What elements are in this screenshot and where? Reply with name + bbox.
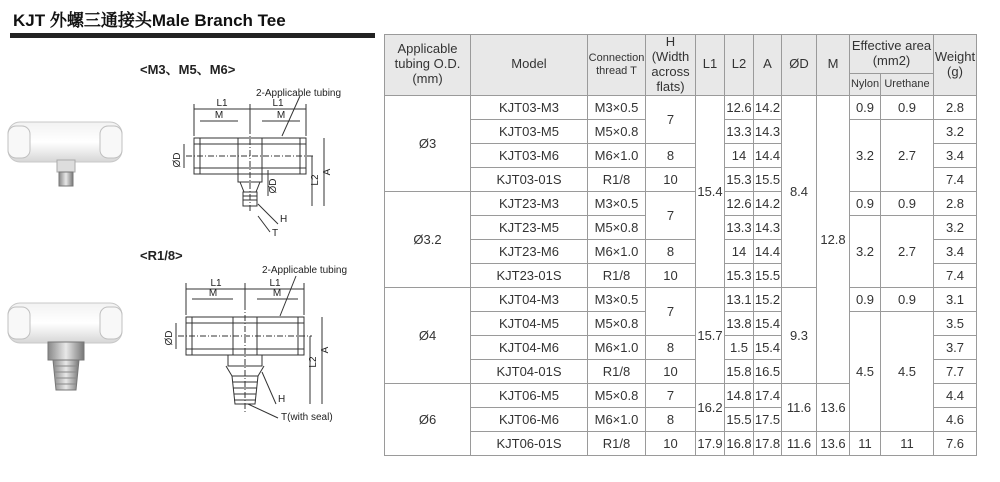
cell-l1: 15.4	[696, 95, 725, 287]
dim-l1-right: L1	[272, 98, 284, 109]
cell-a: 14.4	[754, 239, 782, 263]
header-l1: L1	[696, 35, 725, 96]
cell-urethane: 2.7	[881, 215, 934, 287]
fitting-photo-1	[8, 122, 122, 186]
cell-tubing: Ø4	[385, 287, 471, 383]
technical-diagrams	[0, 0, 384, 482]
cell-weight: 4.6	[934, 407, 977, 431]
cell-thread: M6×1.0	[588, 143, 646, 167]
cell-m: 13.6	[817, 383, 850, 431]
cell-weight: 3.4	[934, 143, 977, 167]
cell-urethane: 0.9	[881, 95, 934, 119]
cell-h: 8	[646, 239, 696, 263]
dim-m-right: M	[276, 110, 286, 121]
cell-l2: 14	[725, 239, 754, 263]
cell-weight: 3.2	[934, 119, 977, 143]
dim-t-2: T(with seal)	[281, 412, 333, 423]
cell-d: 11.6	[782, 431, 817, 455]
cell-l2: 12.6	[725, 95, 754, 119]
cell-model: KJT06-M5	[471, 383, 588, 407]
table-row	[385, 431, 977, 455]
cell-l2: 16.8	[725, 431, 754, 455]
cell-weight: 3.2	[934, 215, 977, 239]
cell-a: 15.4	[754, 335, 782, 359]
section-label-r-thread: <R1/8>	[140, 248, 183, 263]
cell-thread: R1/8	[588, 359, 646, 383]
cell-model: KJT03-M5	[471, 119, 588, 143]
cell-model: KJT04-01S	[471, 359, 588, 383]
cell-l2: 15.3	[725, 167, 754, 191]
cell-l2: 15.3	[725, 263, 754, 287]
cell-nylon: 3.2	[850, 215, 881, 287]
cell-tubing: Ø3.2	[385, 191, 471, 287]
cell-a: 14.4	[754, 143, 782, 167]
cell-h: 7	[646, 287, 696, 335]
cell-urethane: 11	[881, 431, 934, 455]
cell-thread: R1/8	[588, 263, 646, 287]
cell-weight: 7.4	[934, 263, 977, 287]
cell-l2: 14.8	[725, 383, 754, 407]
cell-d: 11.6	[782, 383, 817, 431]
cell-nylon: 0.9	[850, 191, 881, 215]
table-row	[385, 191, 977, 215]
dim-m-left: M	[214, 110, 224, 121]
header-weight: Weight (g)	[934, 35, 977, 96]
cell-thread: M5×0.8	[588, 215, 646, 239]
cell-model: KJT23-M6	[471, 239, 588, 263]
cell-l2: 13.3	[725, 215, 754, 239]
cell-h: 10	[646, 263, 696, 287]
cell-urethane: 4.5	[881, 311, 934, 431]
cell-urethane: 0.9	[881, 191, 934, 215]
cell-a: 16.5	[754, 359, 782, 383]
dim-l2-1: L2	[310, 174, 321, 186]
cell-d: 8.4	[782, 95, 817, 287]
dim-t-1: T	[272, 228, 279, 239]
cell-l2: 14	[725, 143, 754, 167]
cell-m: 13.6	[817, 431, 850, 455]
cell-l1: 16.2	[696, 383, 725, 431]
cell-m: 12.8	[817, 95, 850, 383]
cell-thread: M3×0.5	[588, 191, 646, 215]
dim-m-right-2: M	[272, 288, 282, 299]
cell-weight: 7.7	[934, 359, 977, 383]
header-effective-area: Effective area (mm2)	[850, 35, 934, 74]
cell-h: 10	[646, 167, 696, 191]
cell-l2: 15.5	[725, 407, 754, 431]
cell-thread: M5×0.8	[588, 311, 646, 335]
cell-a: 17.4	[754, 383, 782, 407]
table-row	[385, 287, 977, 311]
cell-l2: 13.8	[725, 311, 754, 335]
dim-d-left-1: ØD	[172, 152, 183, 168]
cell-a: 15.5	[754, 263, 782, 287]
dim-d-bottom-1: ØD	[268, 178, 279, 194]
cell-nylon: 0.9	[850, 287, 881, 311]
cell-model: KJT06-01S	[471, 431, 588, 455]
cell-weight: 7.6	[934, 431, 977, 455]
cell-a: 14.3	[754, 215, 782, 239]
header-width: H (Width across flats)	[646, 35, 696, 96]
cell-a: 14.3	[754, 119, 782, 143]
header-urethane: Urethane	[881, 74, 934, 95]
cell-l2: 13.3	[725, 119, 754, 143]
cell-nylon: 4.5	[850, 311, 881, 431]
dim-a-2: A	[320, 346, 331, 354]
cell-a: 17.5	[754, 407, 782, 431]
header-l2: L2	[725, 35, 754, 96]
tubing-label-2: 2-Applicable tubing	[262, 265, 348, 276]
cell-model: KJT03-M3	[471, 95, 588, 119]
cell-h: 7	[646, 95, 696, 143]
cell-tubing: Ø3	[385, 95, 471, 191]
cell-a: 17.8	[754, 431, 782, 455]
dim-l1-right-2: L1	[269, 278, 281, 289]
cell-weight: 4.4	[934, 383, 977, 407]
header-a: A	[754, 35, 782, 96]
cell-weight: 3.4	[934, 239, 977, 263]
cell-model: KJT23-01S	[471, 263, 588, 287]
cell-weight: 2.8	[934, 191, 977, 215]
cell-model: KJT03-01S	[471, 167, 588, 191]
header-tubing: Applicable tubing O.D. (mm)	[385, 35, 471, 96]
cell-l1: 15.7	[696, 287, 725, 383]
cell-weight: 7.4	[934, 167, 977, 191]
cell-thread: M3×0.5	[588, 95, 646, 119]
cell-thread: M5×0.8	[588, 383, 646, 407]
table-row	[385, 95, 977, 119]
dim-h-2: H	[278, 394, 286, 405]
cell-l2: 1.5	[725, 335, 754, 359]
cell-thread: R1/8	[588, 167, 646, 191]
section-label-m-threads: <M3、M5、M6>	[140, 62, 236, 77]
cell-a: 15.4	[754, 311, 782, 335]
cell-thread: M3×0.5	[588, 287, 646, 311]
cell-urethane: 2.7	[881, 119, 934, 191]
cell-urethane: 0.9	[881, 287, 934, 311]
drawing-r-thread	[176, 276, 322, 418]
fitting-photo-2	[8, 303, 122, 390]
header-nylon: Nylon	[850, 74, 881, 95]
cell-thread: M6×1.0	[588, 239, 646, 263]
dim-a-1: A	[322, 168, 333, 176]
cell-thread: M5×0.8	[588, 119, 646, 143]
cell-weight: 3.5	[934, 311, 977, 335]
cell-l2: 12.6	[725, 191, 754, 215]
cell-model: KJT04-M6	[471, 335, 588, 359]
header-d: ØD	[782, 35, 817, 96]
tubing-label-1: 2-Applicable tubing	[256, 88, 342, 99]
page-title: KJT 外螺三通接头Male Branch Tee	[13, 11, 286, 30]
header-m: M	[817, 35, 850, 96]
cell-model: KJT04-M5	[471, 311, 588, 335]
dim-m-left-2: M	[208, 288, 218, 299]
cell-h: 10	[646, 359, 696, 383]
cell-weight: 3.1	[934, 287, 977, 311]
cell-l2: 13.1	[725, 287, 754, 311]
cell-l2: 15.8	[725, 359, 754, 383]
dim-l2-2: L2	[308, 356, 319, 368]
dim-l1-left-2: L1	[210, 278, 222, 289]
cell-weight: 2.8	[934, 95, 977, 119]
cell-h: 7	[646, 383, 696, 407]
cell-tubing: Ø6	[385, 383, 471, 455]
cell-a: 14.2	[754, 95, 782, 119]
cell-h: 8	[646, 335, 696, 359]
cell-weight: 3.7	[934, 335, 977, 359]
cell-a: 15.2	[754, 287, 782, 311]
cell-model: KJT04-M3	[471, 287, 588, 311]
cell-nylon: 3.2	[850, 119, 881, 191]
header-thread: Connection thread T	[588, 35, 646, 96]
header-model: Model	[471, 35, 588, 96]
cell-h: 8	[646, 143, 696, 167]
cell-model: KJT03-M6	[471, 143, 588, 167]
dim-d-left-2: ØD	[164, 330, 175, 346]
cell-model: KJT23-M5	[471, 215, 588, 239]
cell-thread: M6×1.0	[588, 407, 646, 431]
cell-h: 7	[646, 191, 696, 239]
cell-d: 9.3	[782, 287, 817, 383]
cell-nylon: 11	[850, 431, 881, 455]
cell-nylon: 0.9	[850, 95, 881, 119]
cell-h: 10	[646, 431, 696, 455]
cell-thread: R1/8	[588, 431, 646, 455]
cell-a: 14.2	[754, 191, 782, 215]
cell-thread: M6×1.0	[588, 335, 646, 359]
cell-l1: 17.9	[696, 431, 725, 455]
cell-h: 8	[646, 407, 696, 431]
drawing-m-thread	[184, 96, 324, 232]
dim-h-1: H	[280, 214, 288, 225]
dim-l1-left: L1	[216, 98, 228, 109]
cell-model: KJT23-M3	[471, 191, 588, 215]
specification-table	[384, 34, 977, 456]
cell-a: 15.5	[754, 167, 782, 191]
cell-model: KJT06-M6	[471, 407, 588, 431]
